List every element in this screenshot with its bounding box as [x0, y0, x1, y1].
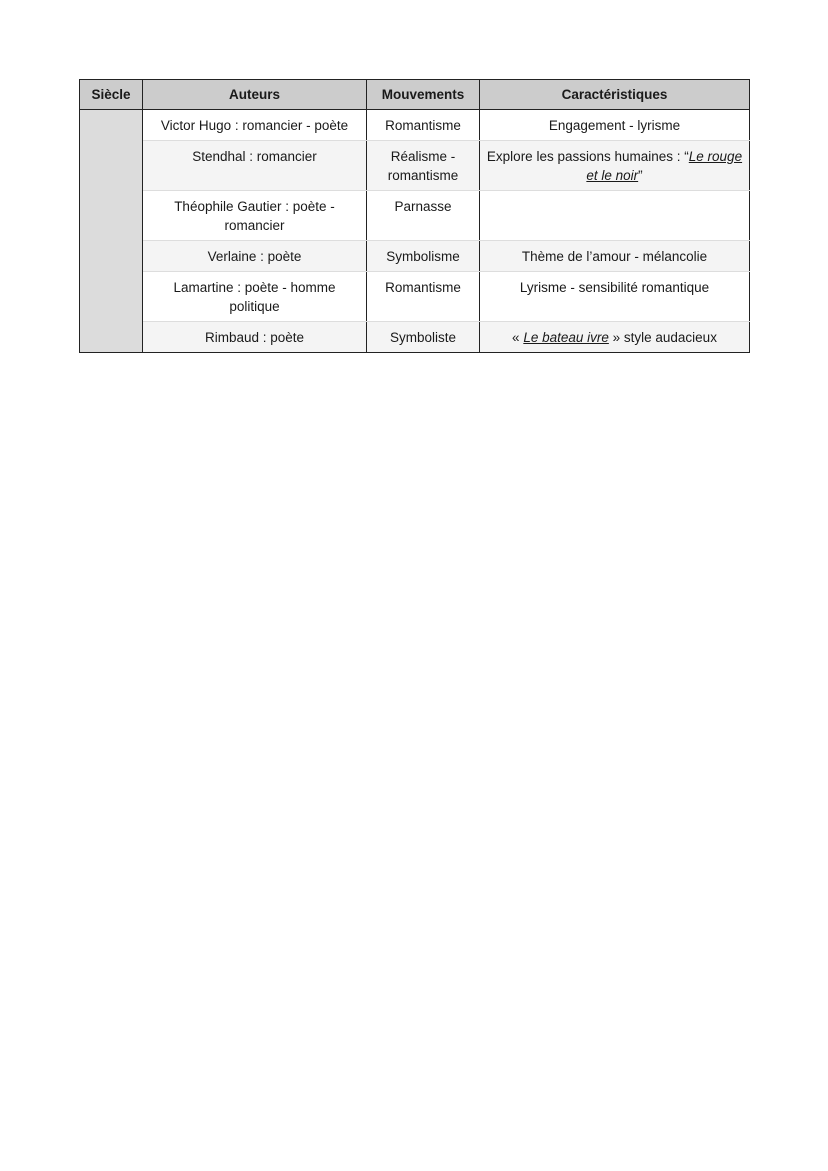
table-header-row — [80, 80, 750, 110]
mouvement-cell: Parnasse — [367, 191, 480, 241]
mouvement-cell: Réalisme - romantisme — [367, 141, 480, 191]
header-auteurs: Auteurs — [143, 80, 367, 110]
table-row — [80, 241, 750, 272]
carac-text: ” — [638, 168, 643, 183]
header-mouvements: Mouvements — [367, 80, 480, 110]
siecle-cell — [80, 110, 143, 353]
table-row — [80, 272, 750, 322]
carac-text: Thème de l’amour - mélancolie — [521, 249, 708, 264]
mouvement-cell: Romantisme — [367, 110, 480, 141]
caracteristique-cell — [480, 141, 750, 191]
table-row — [80, 110, 750, 141]
auteur-cell: Verlaine : poète — [143, 241, 367, 272]
caracteristique-cell — [480, 272, 750, 322]
mouvement-cell: Symboliste — [367, 322, 480, 353]
header-caracteristiques: Caractéristiques — [480, 80, 750, 110]
carac-text: » style audacieux — [608, 330, 717, 345]
table-row — [80, 141, 750, 191]
auteur-cell: Rimbaud : poète — [143, 322, 367, 353]
caracteristique-cell — [480, 110, 750, 141]
work-title: Le bateau ivre — [523, 330, 609, 345]
mouvement-cell: Romantisme — [367, 272, 480, 322]
table-row — [80, 322, 750, 353]
caracteristique-cell — [480, 241, 750, 272]
mouvement-cell: Symbolisme — [367, 241, 480, 272]
auteur-cell: Stendhal : romancier — [143, 141, 367, 191]
carac-text: Explore les passions humaines : “ — [486, 149, 689, 164]
auteur-cell: Théophile Gautier : poète - romancier — [143, 191, 367, 241]
auteur-cell: Victor Hugo : romancier - poète — [143, 110, 367, 141]
carac-text: Engagement - lyrisme — [548, 118, 681, 133]
literature-table — [79, 79, 750, 353]
caracteristique-cell — [480, 322, 750, 353]
work-title: Le rouge et le noir — [586, 149, 743, 183]
carac-text: « — [512, 330, 524, 345]
carac-text: Lyrisme - sensibilité romantique — [519, 280, 710, 295]
caracteristique-cell — [480, 191, 750, 241]
auteur-cell: Lamartine : poète - homme politique — [143, 272, 367, 322]
header-siecle: Siècle — [80, 80, 143, 110]
table-row — [80, 191, 750, 241]
